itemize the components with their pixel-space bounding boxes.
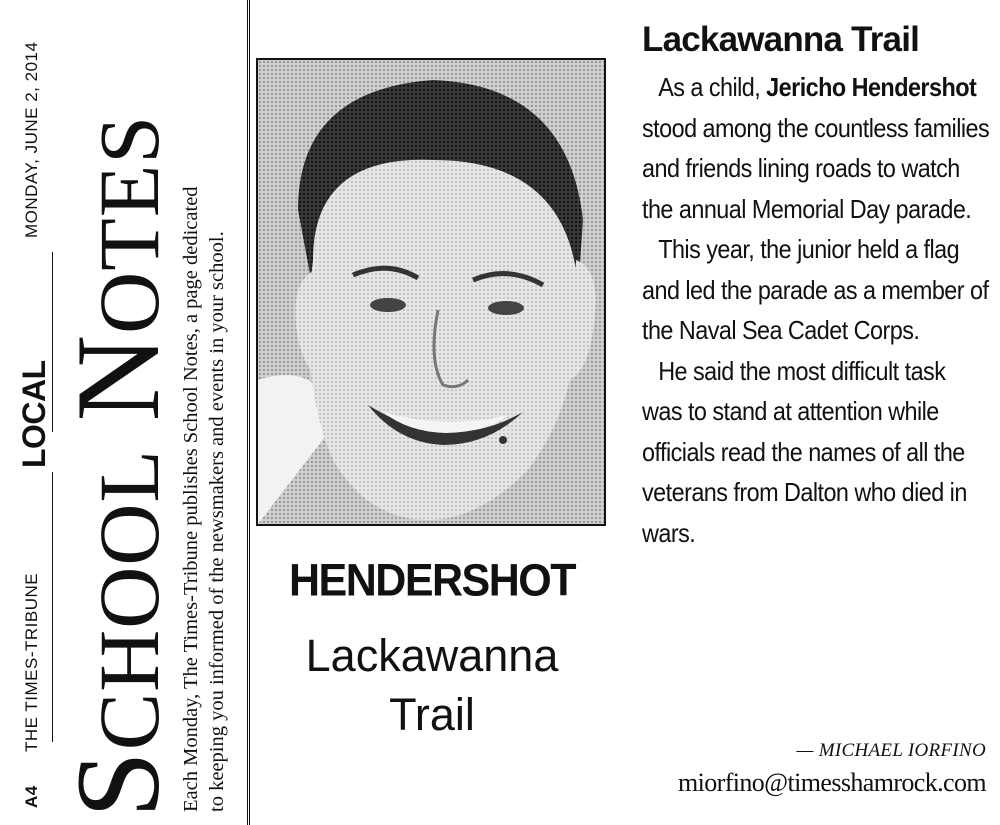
article-body: [642, 67, 991, 553]
student-name: Jericho Hendershot: [766, 72, 977, 102]
paragraph: He said the most difficult task was to stand at attention while officials read the names of all the veterans from Dalton who died in wars.: [642, 355, 967, 548]
student-surname: HENDERSHOT: [288, 555, 576, 607]
newspaper-name: THE TIMES-TRIBUNE: [22, 572, 41, 752]
page-number: A4: [22, 785, 41, 808]
page-title: SCHOOL NOTES: [51, 114, 184, 818]
school-name: Lackawanna Trail: [305, 630, 559, 740]
sidebar-masthead: [0, 0, 250, 825]
byline: — MICHAEL IORFINO: [796, 740, 986, 761]
divider-rule: [52, 472, 53, 742]
article-headline: Lackawanna Trail: [642, 20, 920, 59]
issue-date: MONDAY, JUNE 2, 2014: [22, 41, 41, 238]
tagline-line: Each Monday, The Times-Tribune publishes School Notes, a page dedicated: [180, 186, 202, 812]
student-photo: [256, 58, 606, 526]
page-tagline: [178, 186, 230, 812]
tagline-line: to keeping you informed of the newsmakers and events in your school.: [206, 231, 228, 812]
paragraph: This year, the junior held a flag and led the parade as a member of the Naval Sea Cadet Corps.: [642, 234, 989, 345]
author-email: miorfino@timesshamrock.com: [677, 768, 986, 797]
article: [642, 22, 992, 553]
section-label: LOCAL: [16, 360, 52, 468]
paragraph: As a child, Jericho Hendershot stood among the countless families and friends lining roads to watch the annual Memorial Day parade.: [642, 72, 990, 224]
